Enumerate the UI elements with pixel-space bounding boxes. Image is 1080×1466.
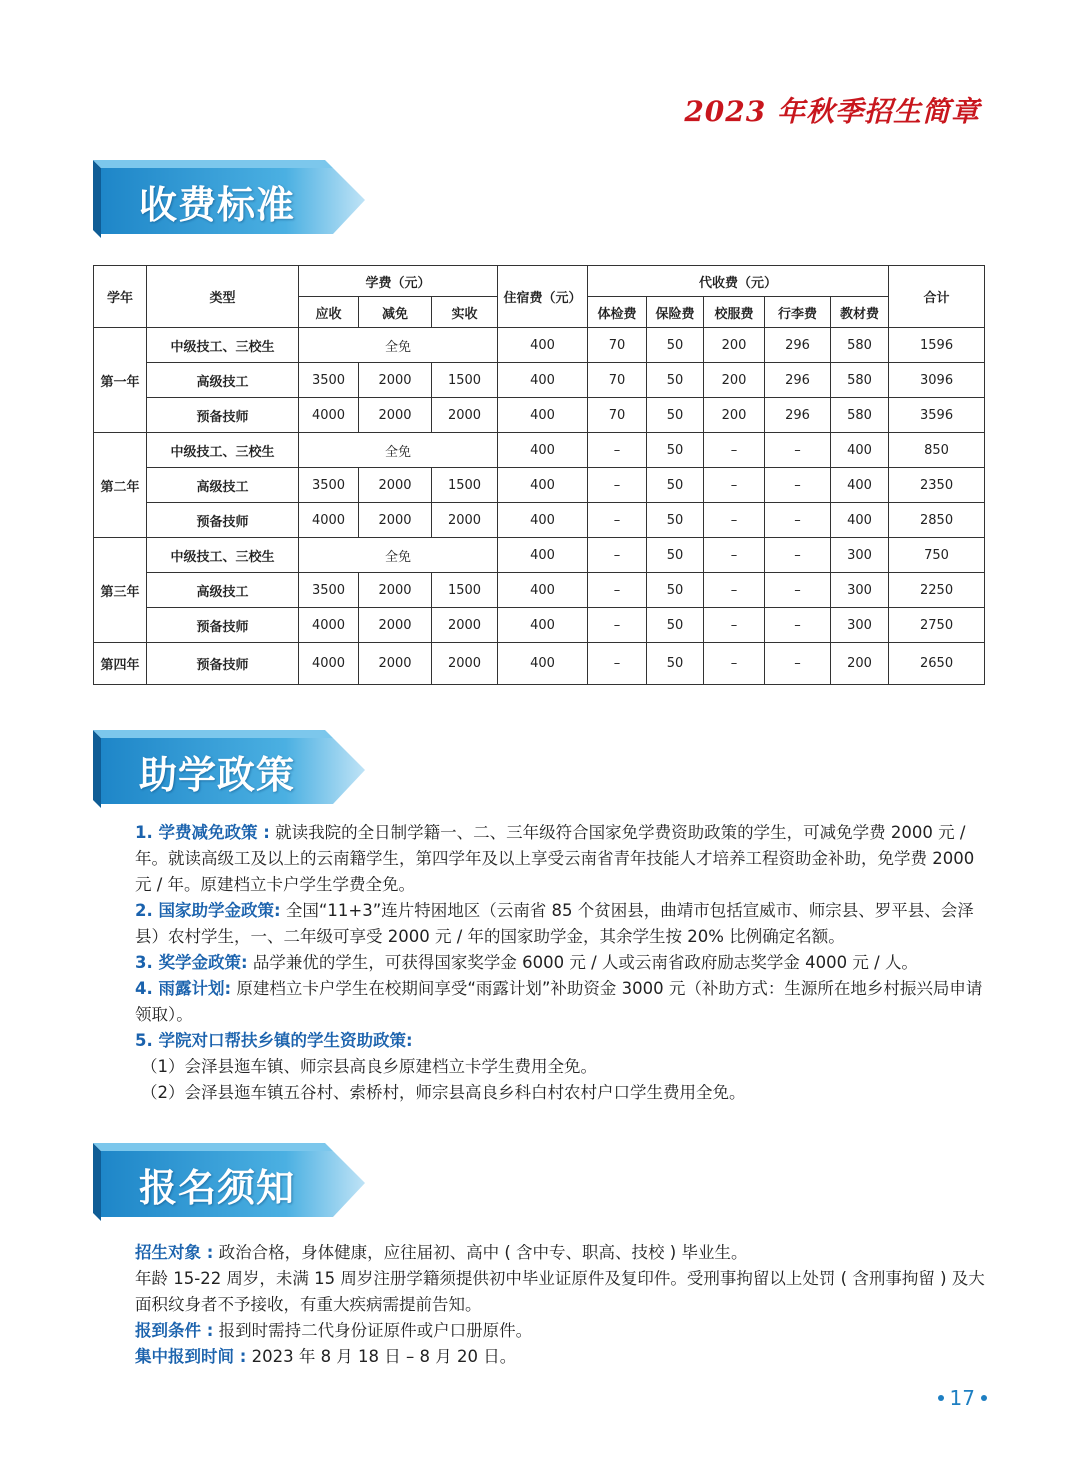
section-banner-registration xyxy=(93,1143,365,1221)
aid-policy-text: 1. 学费减免政策 : 就读我院的全日制学籍一、二、三年级符合国家免学费资助政策的学生，可减免学费 2000 元 / 年。就读高级工及以上的云南籍学生，第四学年及以上享受云南省青年技能人才培养工程资助金补助，免学费 2000 元 / 年。原建档立卡户学生学费全免。 2. 国家助学金政策: 全国“11+3”连片特困地区（云南省 85 个贫困县，曲靖市包括宣威市、师宗县、罗平县、会泽县）农村学生，一、二年级可享受 2000 元 / 年的国家助学金，其余学生按 20% 比例确定名额。 3. 奖学金政策: 品学兼优的学生，可获得国家奖学金 6000 元 / 人或云南省政府励志奖学金 4000 元 / 人。 4. 雨露计划: 原建档立卡户学生在校期间享受“雨露计划”补助资金 3000 元（补助方式：生源所在地乡村振兴局申请领取）。 5. 学院对口帮扶乡镇的学生资助政策: （1）会泽县迤车镇、师宗县高良乡原建档立卡学生费用全免。 （2）会泽县迤车镇五谷村、索桥村，师宗县高良乡科白村农村户口学生费用全免。 xyxy=(135,823,983,1102)
year-cell: 第一年 xyxy=(94,328,147,433)
table-row: 预备技师 4000 2000 2000 400 – 50 – – 300 2750 xyxy=(94,608,985,643)
table-row: 第四年 预备技师 4000 2000 2000 400 – 50 – – 200 2650 xyxy=(94,643,985,685)
col-tuition: 学费（元） xyxy=(299,266,498,297)
registration-text: 招生对象 : 政治合格，身体健康，应往届初、高中 ( 含中专、职高、技校 ) 毕业生。 年龄 15-22 周岁，未满 15 周岁注册学籍须提供初中毕业证原件及复印件。受刑事拘留以上处罚 ( 含刑事拘留 ) 及大面积纹身者不予接收，有重大疾病需提前告知。 报到条件 : 报到时需持二代身份证原件或户口册原件。 集中报到时间 : 2023 年 8 月 18 日 – 8 月 20 日。 xyxy=(135,1243,985,1366)
table-row: 高级技工 3500 2000 1500 400 – 50 – – 400 2350 xyxy=(94,468,985,503)
table-row: 第二年 中级技工、三校生 全免 400 – 50 – – 400 850 xyxy=(94,433,985,468)
dot-icon xyxy=(981,1395,987,1401)
col-books: 教材费 xyxy=(831,297,889,328)
col-total: 合计 xyxy=(889,266,985,328)
col-exam: 体检费 xyxy=(588,297,647,328)
page-number: 17 xyxy=(938,1386,987,1410)
col-type: 类型 xyxy=(147,266,299,328)
col-insurance: 保险费 xyxy=(647,297,704,328)
year-cell: 第三年 xyxy=(94,538,147,643)
col-uniform: 校服费 xyxy=(704,297,765,328)
table-row: 预备技师 4000 2000 2000 400 70 50 200 296 580 3596 xyxy=(94,398,985,433)
section-banner-fees xyxy=(93,160,365,238)
year-cell: 第四年 xyxy=(94,643,147,685)
col-collect: 代收费（元） xyxy=(588,266,889,297)
section-banner-aid xyxy=(93,730,365,808)
col-due: 应收 xyxy=(299,297,359,328)
fee-table xyxy=(93,265,985,685)
section-title-registration: 报名须知 xyxy=(139,1166,296,1210)
col-luggage: 行李费 xyxy=(765,297,831,328)
table-row: 预备技师 4000 2000 2000 400 – 50 – – 400 2850 xyxy=(94,503,985,538)
table-row: 高级技工 3500 2000 1500 400 70 50 200 296 580 3096 xyxy=(94,363,985,398)
col-waive: 减免 xyxy=(359,297,432,328)
col-lodging: 住宿费（元） xyxy=(498,266,588,328)
section-title-aid: 助学政策 xyxy=(139,753,296,797)
table-row: 第一年 中级技工、三校生 全免 400 70 50 200 296 580 1596 xyxy=(94,328,985,363)
year-cell: 第二年 xyxy=(94,433,147,538)
col-paid: 实收 xyxy=(432,297,498,328)
table-row: 高级技工 3500 2000 1500 400 – 50 – – 300 2250 xyxy=(94,573,985,608)
brochure-title: 2023 年秋季招生简章 xyxy=(684,95,980,128)
dot-icon xyxy=(938,1395,944,1401)
section-title-fees: 收费标准 xyxy=(139,183,296,227)
table-row: 第三年 中级技工、三校生 全免 400 – 50 – – 300 750 xyxy=(94,538,985,573)
col-year: 学年 xyxy=(94,266,147,328)
